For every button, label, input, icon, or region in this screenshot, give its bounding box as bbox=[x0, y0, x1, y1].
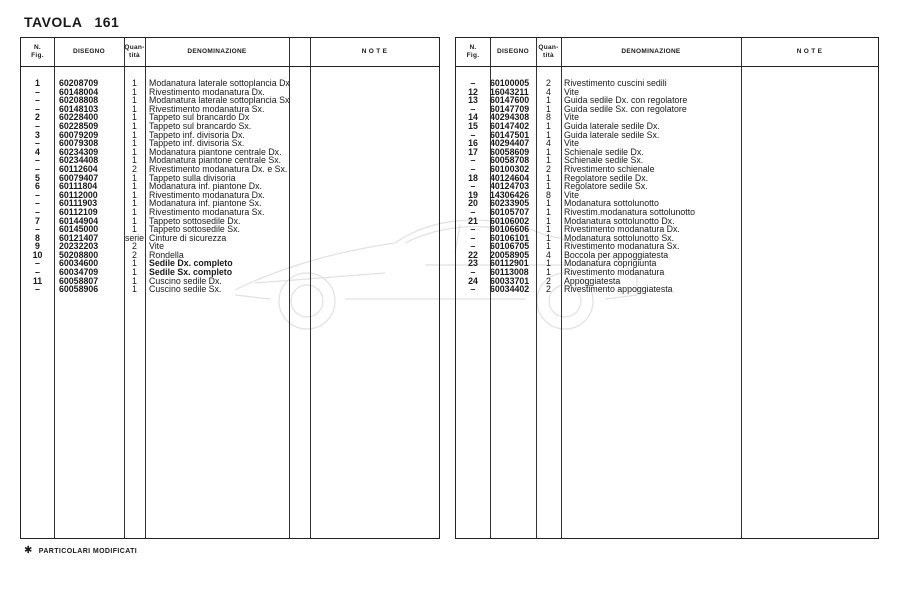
cell-fig: – bbox=[470, 155, 476, 166]
cell-fig: – bbox=[470, 181, 476, 192]
cell-desc: Schienale sedile Dx. bbox=[564, 146, 644, 157]
cell-fig: – bbox=[470, 241, 476, 252]
cell-fig: – bbox=[35, 163, 40, 174]
cell-code: 60112604 bbox=[59, 163, 98, 174]
cell-code: 60234309 bbox=[59, 146, 99, 157]
cell-qty: 4 bbox=[546, 138, 551, 149]
cell-qty: 1 bbox=[132, 78, 137, 88]
cell-fig: 23 bbox=[468, 258, 478, 269]
cell-fig: – bbox=[35, 206, 40, 217]
cell-desc: Modanatura sottolunotto bbox=[564, 198, 659, 209]
header-desc: DENOMINAZIONE bbox=[187, 48, 247, 55]
cell-desc: Modanatura inf. piantone Sx. bbox=[149, 198, 262, 209]
cell-code: 60079407 bbox=[59, 172, 99, 183]
cell-desc: Modanatura inf. piantone Dx. bbox=[149, 181, 262, 192]
cell-fig: 11 bbox=[32, 275, 43, 286]
header-qty: Quan- tità bbox=[538, 44, 559, 59]
cell-qty: 1 bbox=[132, 181, 137, 192]
cell-fig: 19 bbox=[468, 189, 478, 200]
cell-code: 60121407 bbox=[59, 232, 99, 243]
cell-fig: – bbox=[35, 189, 40, 200]
footer-note-text: PARTICOLARI MODIFICATI bbox=[38, 548, 138, 555]
cell-code: 60148004 bbox=[59, 86, 99, 97]
cell-qty: 1 bbox=[132, 120, 137, 131]
cell-fig: – bbox=[470, 232, 476, 243]
cell-qty: 2 bbox=[132, 249, 137, 260]
cell-code: 60148103 bbox=[59, 103, 99, 114]
cell-qty: 4 bbox=[546, 86, 551, 97]
cell-desc: Vite bbox=[564, 138, 579, 149]
cell-desc: Rivestimento modanatura Sx. bbox=[149, 206, 265, 217]
cell-qty: 1 bbox=[132, 275, 137, 286]
cell-desc: Vite bbox=[564, 189, 579, 200]
cell-qty: 1 bbox=[132, 155, 137, 166]
cell-fig: 17 bbox=[468, 146, 478, 157]
cell-fig: – bbox=[470, 206, 476, 217]
cell-desc: Boccola per appoggiatesta bbox=[564, 249, 669, 260]
cell-qty: 1 bbox=[546, 267, 551, 278]
cell-fig: – bbox=[35, 138, 40, 149]
cell-fig: 12 bbox=[468, 86, 478, 97]
asterisk-icon: ✱ bbox=[24, 545, 33, 556]
cell-code: 60147501 bbox=[490, 129, 530, 140]
header-notes: N O T E bbox=[796, 48, 823, 55]
parts-table-right bbox=[455, 37, 879, 539]
cell-code: 40294308 bbox=[490, 112, 530, 123]
cell-code: 60228509 bbox=[59, 120, 99, 131]
cell-qty: 1 bbox=[132, 215, 137, 226]
cell-qty: 1 bbox=[546, 120, 551, 131]
cell-fig: 8 bbox=[35, 232, 40, 243]
cell-code: 60144904 bbox=[59, 215, 99, 226]
cell-desc: Guida sedile Sx. con regolatore bbox=[564, 103, 687, 114]
cell-desc: Sedile Sx. completo bbox=[149, 267, 233, 278]
cell-fig: 9 bbox=[35, 241, 40, 252]
cell-code: 60111903 bbox=[59, 198, 98, 209]
cell-fig: – bbox=[35, 103, 40, 114]
cell-fig: – bbox=[470, 284, 476, 295]
cell-desc: Rivestimento modanatura Dx. e Sx. bbox=[149, 163, 288, 174]
cell-qty: 4 bbox=[546, 249, 551, 260]
cell-qty: 1 bbox=[132, 224, 137, 235]
cell-desc: Modanatura sottolunotto Dx. bbox=[564, 215, 675, 226]
cell-code: 40124703 bbox=[490, 181, 530, 192]
cell-qty: 1 bbox=[546, 95, 551, 106]
cell-code: 60147600 bbox=[490, 95, 530, 106]
cell-fig: 18 bbox=[468, 172, 478, 183]
cell-desc: Sedile Dx. completo bbox=[149, 258, 233, 269]
header-desc: DENOMINAZIONE bbox=[621, 48, 681, 55]
cell-desc: Tappeto inf. divisoria Sx. bbox=[149, 138, 245, 149]
cell-desc: Guida sedile Dx. con regolatore bbox=[564, 95, 688, 106]
cell-qty: 1 bbox=[546, 215, 551, 226]
cell-desc: Modanatura piantone centrale Sx. bbox=[149, 155, 282, 166]
cell-code: 60208709 bbox=[59, 78, 99, 88]
cell-qty: 1 bbox=[546, 172, 551, 183]
cell-desc: Rondella bbox=[149, 249, 184, 260]
cell-fig: 24 bbox=[468, 275, 478, 286]
cell-desc: Cinture di sicurezza bbox=[149, 232, 227, 243]
cell-desc: Rivestimento modanatura Dx. bbox=[564, 224, 680, 235]
cell-qty: 1 bbox=[546, 155, 551, 166]
cell-code: 60106606 bbox=[490, 224, 530, 235]
cell-desc: Modanatura laterale sottoplancia Sx bbox=[149, 95, 290, 106]
cell-code: 60079209 bbox=[59, 129, 99, 140]
cell-qty: 2 bbox=[132, 241, 137, 252]
cell-qty: 1 bbox=[546, 198, 551, 209]
cell-desc: Regolatore sedile Dx. bbox=[564, 172, 649, 183]
cell-qty: 1 bbox=[132, 284, 137, 295]
cell-code: 60113008 bbox=[490, 267, 529, 278]
header-code: DISEGNO bbox=[496, 48, 530, 55]
cell-desc: Modanatura sottolunotto Sx. bbox=[564, 232, 675, 243]
cell-fig: 16 bbox=[468, 138, 478, 149]
header-qty: Quan- tità bbox=[124, 44, 145, 59]
cell-fig: 2 bbox=[35, 112, 40, 123]
cell-fig: 10 bbox=[32, 249, 43, 260]
cell-desc: Regolatore sedile Sx. bbox=[564, 181, 648, 192]
cell-qty: 8 bbox=[546, 189, 551, 200]
cell-fig: 14 bbox=[468, 112, 478, 123]
cell-code: 60208808 bbox=[59, 95, 99, 106]
cell-qty: 1 bbox=[546, 224, 551, 235]
cell-qty: 1 bbox=[546, 232, 551, 243]
cell-fig: – bbox=[470, 224, 476, 235]
cell-fig: – bbox=[35, 224, 40, 235]
cell-fig: 20 bbox=[468, 198, 478, 209]
cell-fig: – bbox=[470, 129, 476, 140]
cell-desc: Tappeto inf. divisoria Dx. bbox=[149, 129, 245, 140]
cell-desc: Guida laterale sedile Sx. bbox=[564, 129, 660, 140]
cell-fig: – bbox=[35, 95, 40, 106]
parts-table-left bbox=[20, 37, 440, 539]
cell-code: 60106101 bbox=[490, 232, 530, 243]
cell-code: 60106705 bbox=[490, 241, 530, 252]
cell-desc: Rivestimento schienale bbox=[564, 163, 655, 174]
cell-code: 60228400 bbox=[59, 112, 99, 123]
cell-qty: 1 bbox=[132, 86, 137, 97]
title-number: 161 bbox=[94, 14, 120, 30]
cell-code: 60058906 bbox=[59, 284, 99, 295]
cell-fig: 21 bbox=[468, 215, 478, 226]
cell-qty: 2 bbox=[546, 78, 551, 88]
cell-desc: Rivestimento modanatura bbox=[564, 267, 665, 278]
cell-code: 60147709 bbox=[490, 103, 530, 114]
cell-qty: 2 bbox=[132, 163, 137, 174]
cell-fig: 13 bbox=[468, 95, 478, 106]
cell-fig: 1 bbox=[35, 78, 40, 88]
cell-desc: Appoggiatesta bbox=[564, 275, 621, 286]
cell-desc: Vite bbox=[564, 86, 579, 97]
cell-fig: – bbox=[35, 267, 40, 278]
cell-qty: 1 bbox=[132, 95, 137, 106]
table-rows-left bbox=[21, 79, 439, 294]
cell-desc: Cuscino sedile Dx. bbox=[149, 275, 222, 286]
cell-desc: Modanatura piantone centrale Dx. bbox=[149, 146, 282, 157]
cell-desc: Modanatura coprigiunta bbox=[564, 258, 657, 269]
cell-desc: Rivestimento modanatura Dx. bbox=[149, 189, 265, 200]
cell-qty: serie bbox=[124, 232, 145, 243]
cell-desc: Modanatura laterale sottoplancia Dx bbox=[149, 78, 290, 88]
cell-desc: Tappeto sulla divisoria bbox=[149, 172, 236, 183]
cell-code: 60112000 bbox=[59, 189, 98, 200]
cell-qty: 1 bbox=[546, 146, 551, 157]
cell-qty: 2 bbox=[546, 284, 551, 295]
cell-code: 60100005 bbox=[490, 78, 530, 88]
cell-fig: – bbox=[35, 86, 40, 97]
cell-qty: 1 bbox=[132, 112, 137, 123]
cell-desc: Rivestimento modanatura Sx. bbox=[149, 103, 265, 114]
cell-code: 60079308 bbox=[59, 138, 99, 149]
cell-code: 60058609 bbox=[490, 146, 530, 157]
cell-desc: Tappeto sul brancardo Dx bbox=[149, 112, 250, 123]
header-fig: N. Fig. bbox=[31, 44, 44, 59]
cell-desc: Rivestim.modanatura sottolunotto bbox=[564, 206, 696, 217]
cell-desc: Cuscino sedile Sx. bbox=[149, 284, 222, 295]
table-row bbox=[21, 285, 439, 294]
cell-code: 60147402 bbox=[490, 120, 530, 131]
cell-code: 60233905 bbox=[490, 198, 530, 209]
cell-code: 60033701 bbox=[490, 275, 530, 286]
cell-code: 50208800 bbox=[59, 249, 99, 260]
cell-fig: – bbox=[470, 163, 476, 174]
header-fig: N. Fig. bbox=[466, 44, 480, 59]
cell-desc: Schienale sedile Sx. bbox=[564, 155, 644, 166]
cell-desc: Rivestimento appoggiatesta bbox=[564, 284, 673, 295]
cell-code: 60100302 bbox=[490, 163, 530, 174]
cell-qty: 1 bbox=[132, 198, 137, 209]
cell-qty: 1 bbox=[132, 267, 137, 278]
cell-code: 14306426 bbox=[490, 189, 530, 200]
table-row bbox=[456, 285, 878, 294]
cell-code: 20058905 bbox=[490, 249, 530, 260]
header-code: DISEGNO bbox=[72, 48, 106, 55]
cell-qty: 1 bbox=[132, 189, 137, 200]
cell-code: 60058807 bbox=[59, 275, 99, 286]
cell-desc: Tappeto sul brancardo Sx. bbox=[149, 120, 252, 131]
title-word: TAVOLA bbox=[24, 14, 83, 30]
cell-fig: 4 bbox=[35, 146, 40, 157]
cell-qty: 8 bbox=[546, 112, 551, 123]
cell-qty: 1 bbox=[132, 172, 137, 183]
cell-qty: 1 bbox=[132, 138, 137, 149]
cell-code: 60112901 bbox=[490, 258, 529, 269]
cell-code: 16043211 bbox=[490, 86, 529, 97]
cell-code: 60112109 bbox=[59, 206, 98, 217]
cell-qty: 2 bbox=[546, 163, 551, 174]
cell-fig: – bbox=[35, 284, 40, 295]
cell-fig: 15 bbox=[468, 120, 478, 131]
table-rows-right bbox=[456, 79, 878, 294]
cell-fig: 3 bbox=[35, 129, 40, 140]
cell-fig: 22 bbox=[468, 249, 478, 260]
page-title bbox=[24, 14, 119, 30]
cell-code: 60105707 bbox=[490, 206, 530, 217]
cell-qty: 1 bbox=[546, 206, 551, 217]
cell-fig: 7 bbox=[35, 215, 40, 226]
cell-desc: Rivestimento modanatura Sx. bbox=[564, 241, 680, 252]
cell-qty: 1 bbox=[132, 146, 137, 157]
cell-desc: Vite bbox=[149, 241, 164, 252]
cell-code: 60111804 bbox=[59, 181, 98, 192]
footer-note bbox=[24, 545, 137, 556]
cell-qty: 1 bbox=[132, 129, 137, 140]
cell-fig: – bbox=[35, 120, 40, 131]
cell-fig: – bbox=[35, 198, 40, 209]
cell-qty: 1 bbox=[132, 103, 137, 114]
cell-fig: – bbox=[470, 267, 476, 278]
header-notes: N O T E bbox=[361, 48, 388, 55]
cell-fig: 6 bbox=[35, 181, 40, 192]
cell-desc: Tappeto sottosedile Dx. bbox=[149, 215, 241, 226]
cell-qty: 1 bbox=[132, 258, 137, 269]
cell-fig: – bbox=[470, 103, 476, 114]
cell-desc: Rivestimento cuscini sedili bbox=[564, 78, 667, 88]
cell-fig: – bbox=[470, 78, 476, 88]
cell-code: 60106002 bbox=[490, 215, 530, 226]
cell-desc: Guida laterale sedile Dx. bbox=[564, 120, 660, 131]
cell-code: 60034709 bbox=[59, 267, 99, 278]
cell-desc: Vite bbox=[564, 112, 579, 123]
cell-qty: 1 bbox=[546, 258, 551, 269]
cell-code: 60145000 bbox=[59, 224, 99, 235]
cell-desc: Rivestimento modanatura Dx. bbox=[149, 86, 265, 97]
cell-code: 20232203 bbox=[59, 241, 99, 252]
cell-code: 40294407 bbox=[490, 138, 530, 149]
cell-fig: – bbox=[35, 155, 40, 166]
cell-code: 60058708 bbox=[490, 155, 530, 166]
cell-fig: – bbox=[35, 258, 40, 269]
cell-fig: 5 bbox=[35, 172, 40, 183]
cell-code: 40124604 bbox=[490, 172, 530, 183]
cell-qty: 1 bbox=[132, 206, 137, 217]
cell-qty: 1 bbox=[546, 103, 551, 114]
cell-code: 60034402 bbox=[490, 284, 530, 295]
cell-qty: 1 bbox=[546, 181, 551, 192]
cell-code: 60234408 bbox=[59, 155, 99, 166]
cell-desc: Tappeto sottosedile Sx. bbox=[149, 224, 240, 235]
cell-qty: 2 bbox=[546, 275, 551, 286]
cell-code: 60034600 bbox=[59, 258, 99, 269]
cell-qty: 1 bbox=[546, 241, 551, 252]
cell-qty: 1 bbox=[546, 129, 551, 140]
